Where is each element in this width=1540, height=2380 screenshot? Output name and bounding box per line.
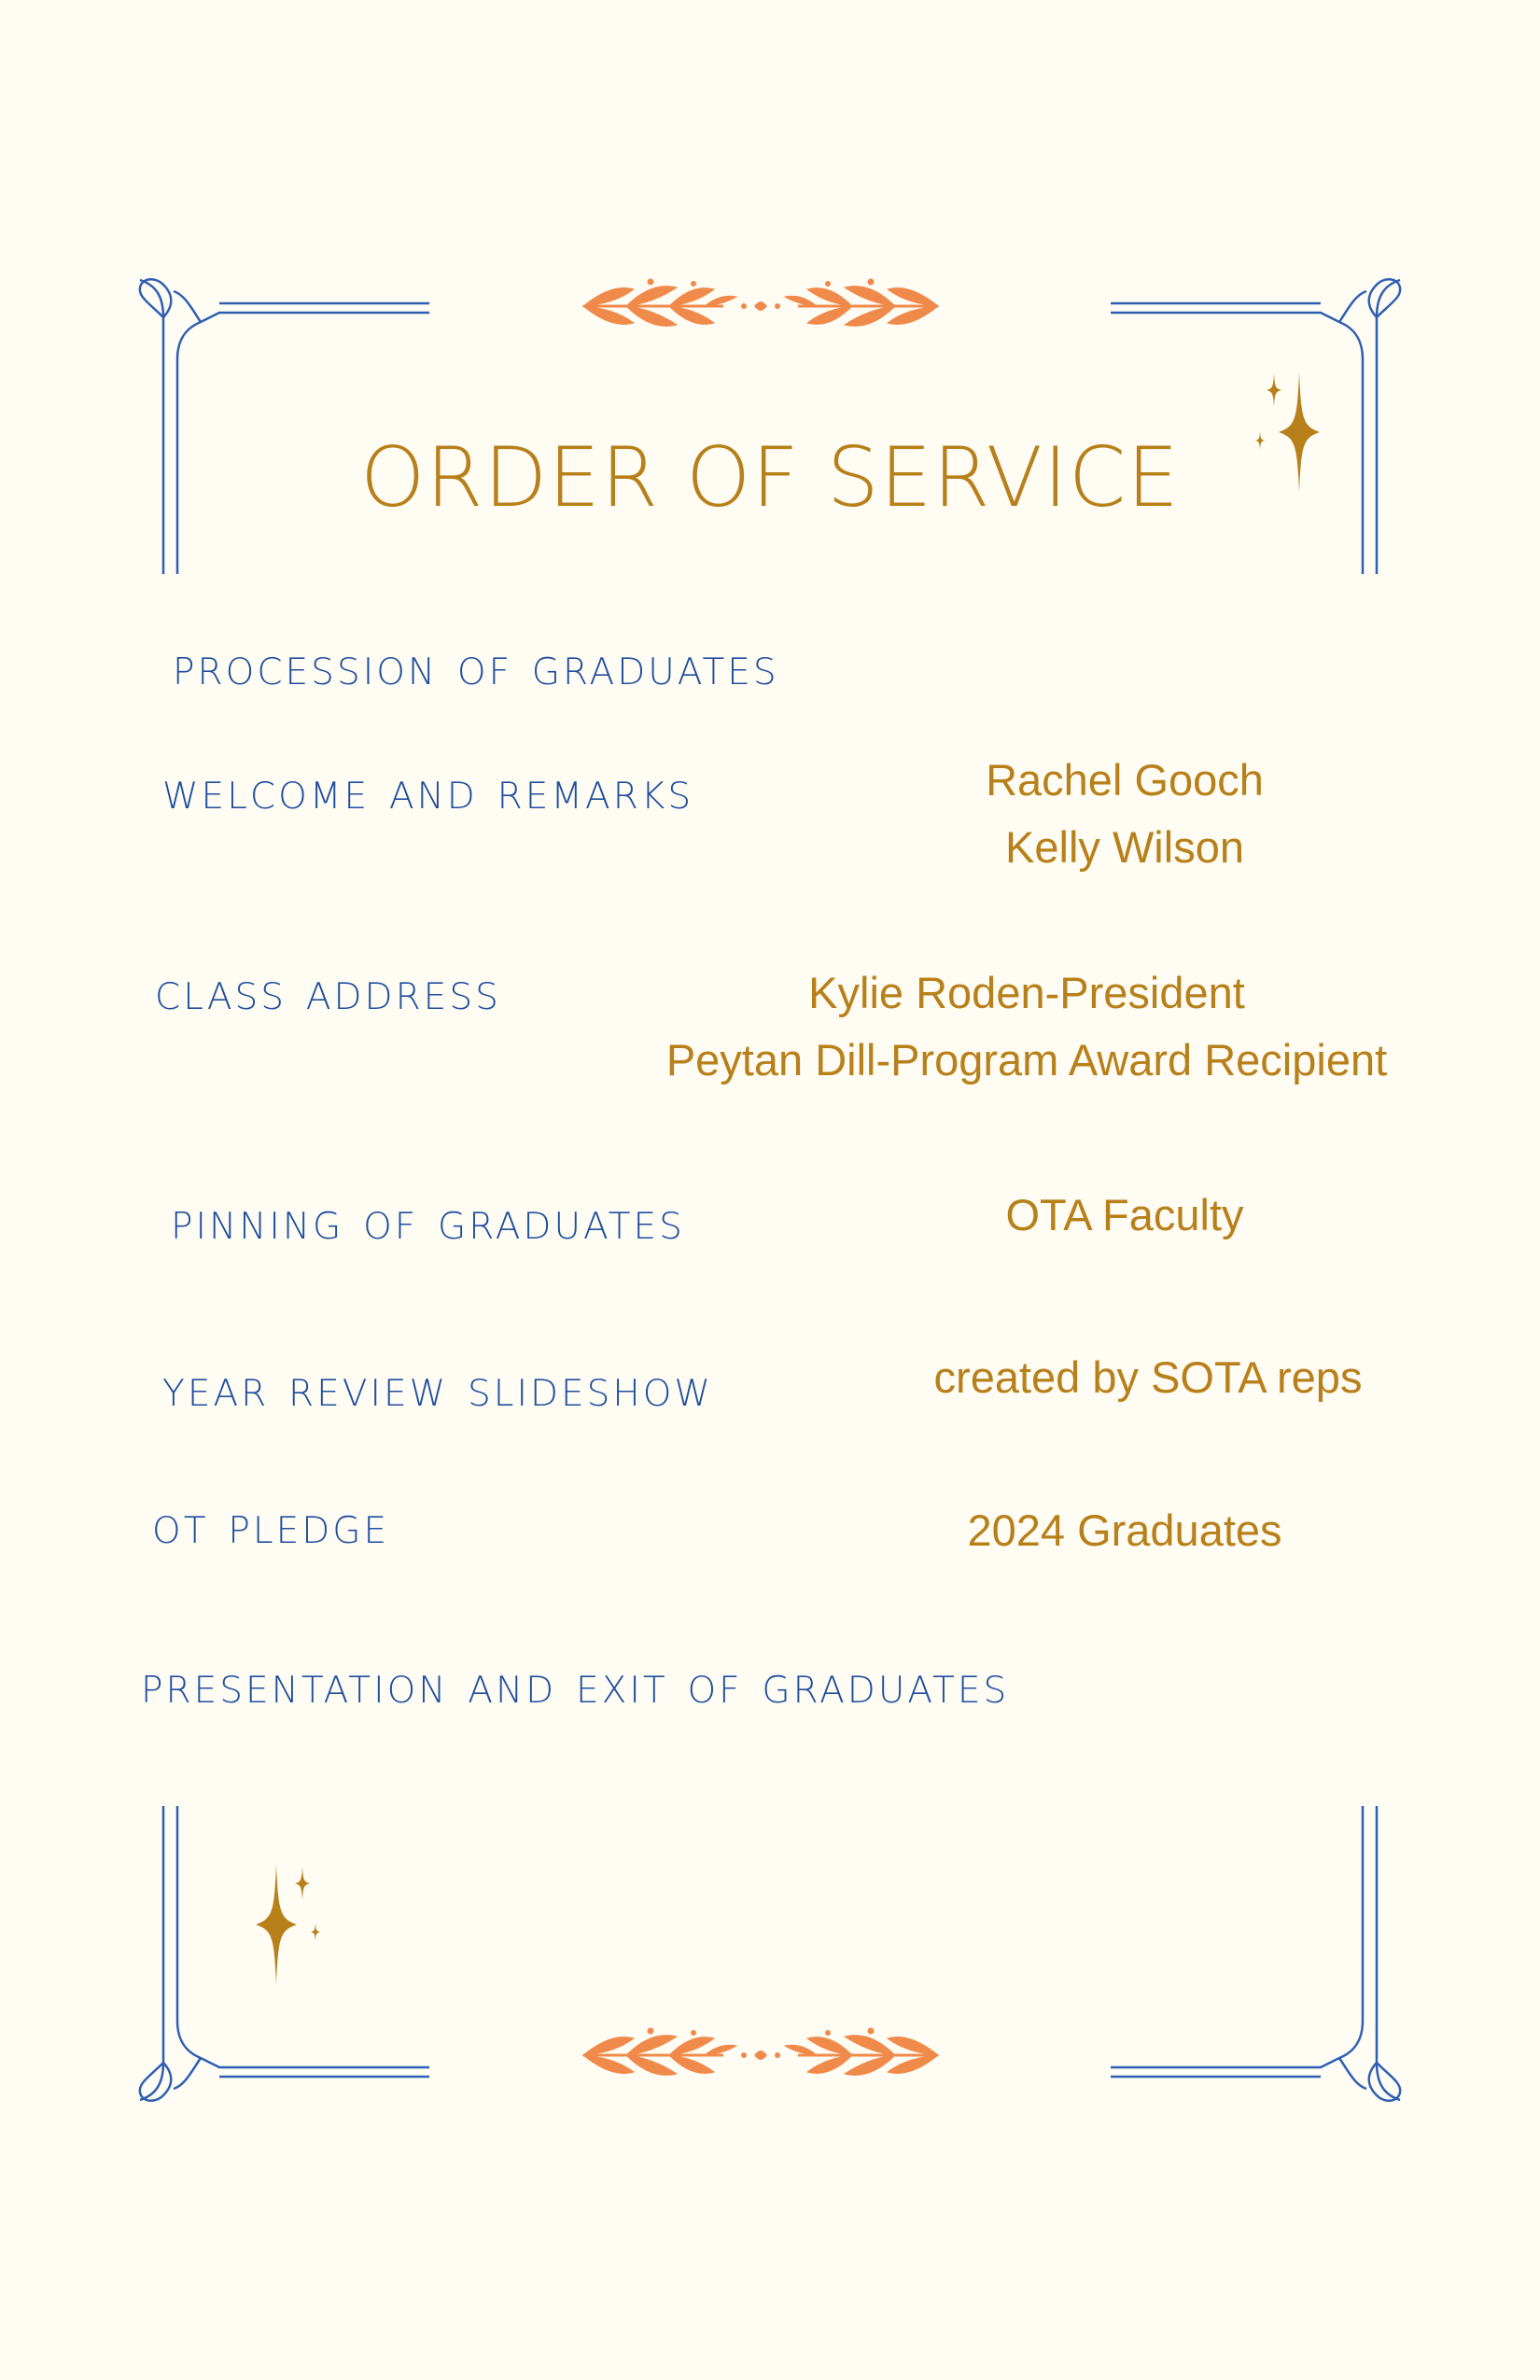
- program-item-procession: procession of graduates: [173, 637, 779, 697]
- corner-frame-icon: [140, 1806, 429, 2101]
- page-title: ORDER OF SERVICE: [360, 429, 1180, 525]
- corner-frame-icon: [1111, 1806, 1400, 2101]
- corner-frame-icon: [140, 279, 429, 574]
- speaker-name: Rachel Gooch: [986, 755, 1264, 805]
- program-item-ot-pledge: ot pledge: [152, 1495, 390, 1556]
- program-item-class-address: class address: [155, 961, 501, 1022]
- speaker-name: created by SOTA reps: [933, 1352, 1363, 1402]
- program-item-slideshow: year review slideshow: [162, 1358, 713, 1419]
- speaker-name: Kelly Wilson: [1005, 822, 1244, 872]
- laurel-icon: [583, 2028, 938, 2076]
- speaker-name: Peytan Dill-Program Award Recipient: [665, 1035, 1388, 1085]
- speaker-name: Kylie Roden-President: [808, 968, 1245, 1017]
- program-item-pinning: pinning of graduates: [171, 1191, 685, 1252]
- program-item-presentation-exit: presentation and exit of graduates: [141, 1655, 1010, 1715]
- sparkle-icon: [256, 1865, 320, 1984]
- speaker-name: OTA Faculty: [1005, 1190, 1244, 1239]
- program-item-welcome: welcome and remarks: [162, 761, 694, 821]
- speaker-name: 2024 Graduates: [967, 1505, 1282, 1555]
- corner-frame-icon: [1111, 279, 1400, 574]
- laurel-icon: [583, 279, 938, 327]
